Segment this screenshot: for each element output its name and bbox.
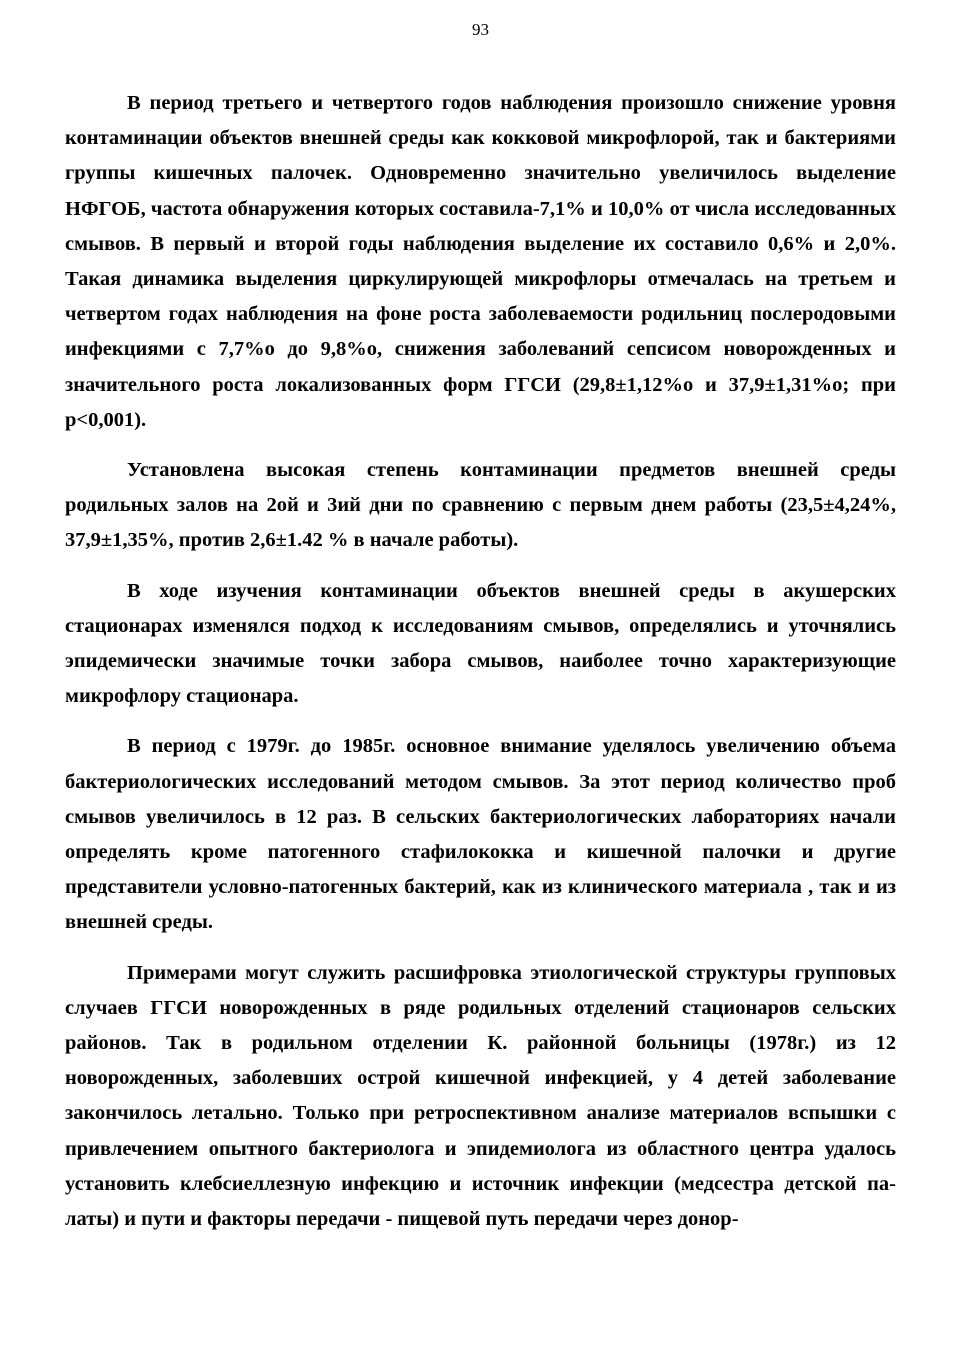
paragraph-2: Установлена высокая степень контаминации предметов внешней среды родильных залов на 2ой и 3ий дни по сравнению с первым днем работы (23,5±4,24%, 37,9±1,35%, против 2,6±1.42 % в начале работы).: [65, 459, 896, 552]
paragraph-1: В период третьего и четвертого годов наблюдения произошло снижение уровня контаминации объектов внешней среды как кокковой микрофлорой, так и бактериями группы кишечных палочек. Одновременно значительно увеличилось выделение НФГОБ, частота обнаружения которых составила-7,1% и 10,0% от числа исследованных смывов. В первый и второй годы наблюдения выделение их составило 0,6% и 2,0%. Такая динамика выделения циркулирующей микрофлоры отмечалась на третьем и четвертом годах наблюдения на фоне роста заболеваемости родильниц послеродовыми инфекциями с 7,7%о до 9,8%о, снижения заболеваний сепсисом новорожденных и значительного роста локализованных форм ГГСИ (29,8±1,12%о и 37,9±1,31%о; при р<0,001).: [65, 92, 896, 431]
paragraph-3: В ходе изучения контаминации объектов внешней среды в акушерских стационарах изменялся подход к исследованиям смывов, определялись и уточнялись эпидемически значимые точки забора смывов, наиболее точно характеризующие микрофлору стационара.: [65, 579, 896, 708]
page-number: 93: [472, 20, 489, 39]
body-text: [65, 86, 896, 1252]
paragraph-4: В период с 1979г. до 1985г. основное внимание уделялось увеличению объема бактериологических исследований методом смывов. За этот период количество проб смывов увеличилось в 12 раз. В сельских бактериологических лабораториях начали определять кроме патогенного стафилококка и кишечной палочки и другие представители условно-патогенных бактерий, как из клинического материала , так и из внешней среды.: [65, 735, 896, 934]
paragraph-5: Примерами могут служить расшифровка этиологической структуры групповых случаев ГГСИ новорожденных в ряде родильных отделений стационаров сельских районов. Так в родильном отделении К. районной больницы (1978г.) из 12 новорожденных, заболевших острой кишечной инфекцией, у 4 детей заболевание закончилось летально. Только при ретроспективном анализе материалов вспышки с привлечением опытного бактериолога и эпидемиолога из областного центра удалось установить клебсиеллезную инфекцию и источник инфекции (медсестра детской палаты) и пути и факторы передачи - пищевой путь передачи через донор-: [65, 961, 896, 1231]
